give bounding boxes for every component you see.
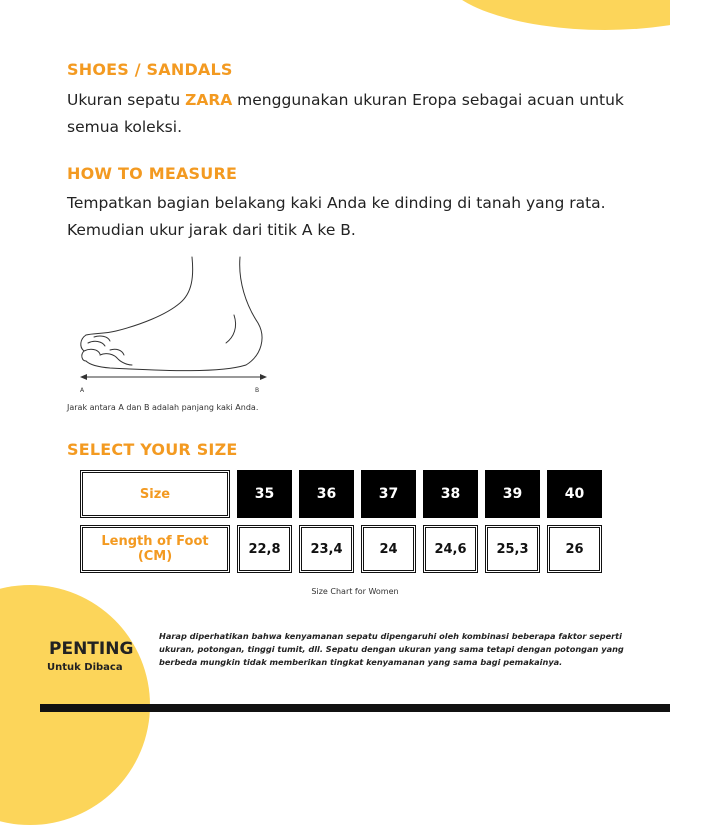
size-cell: 38 bbox=[423, 470, 478, 518]
size-cell: 39 bbox=[485, 470, 540, 518]
length-cell: 25,3 bbox=[485, 525, 540, 573]
size-row bbox=[80, 470, 602, 518]
size-cell: 36 bbox=[299, 470, 354, 518]
shoes-intro bbox=[67, 87, 637, 141]
measure-heading: HOW TO MEASURE bbox=[67, 164, 238, 183]
point-a-label: A bbox=[80, 387, 85, 394]
size-chart-caption: Size Chart for Women bbox=[311, 587, 399, 596]
measure-caption: Jarak antara A dan B adalah panjang kaki Anda. bbox=[67, 403, 259, 412]
size-table bbox=[73, 463, 609, 580]
length-cell: 26 bbox=[547, 525, 602, 573]
shoes-heading: SHOES / SANDALS bbox=[67, 60, 233, 79]
length-row-label: Length of Foot (CM) bbox=[80, 525, 230, 573]
foot-illustration bbox=[70, 255, 280, 385]
size-heading: SELECT YOUR SIZE bbox=[67, 440, 238, 459]
size-cell: 40 bbox=[547, 470, 602, 518]
size-cell: 37 bbox=[361, 470, 416, 518]
intro-text-before: Ukuran sepatu bbox=[67, 91, 186, 109]
intro-text-after: menggunakan ukuran Eropa sebagai acuan untuk semua koleksi. bbox=[67, 91, 624, 136]
notice-subtitle: Untuk Dibaca bbox=[47, 662, 123, 673]
length-row bbox=[80, 525, 602, 573]
length-cell: 22,8 bbox=[237, 525, 292, 573]
notice-title: PENTING bbox=[49, 639, 134, 659]
page-margin bbox=[670, 0, 710, 710]
length-cell: 23,4 bbox=[299, 525, 354, 573]
length-cell: 24 bbox=[361, 525, 416, 573]
size-cell: 35 bbox=[237, 470, 292, 518]
bottom-bar bbox=[40, 704, 670, 712]
measure-text: Tempatkan bagian belakang kaki Anda ke dinding di tanah yang rata. Kemudian ukur jarak dari titik A ke B. bbox=[67, 194, 606, 239]
length-cell: 24,6 bbox=[423, 525, 478, 573]
notice-text: Harap diperhatikan bahwa kenyamanan sepatu dipengaruhi oleh kombinasi beberapa faktor seperti ukuran, potongan, tinggi tumit, dll. Sepatu dengan ukuran yang sama tetapi dengan potongan yang berbeda mungkin tidak memberikan tingkat kenyamanan yang sama bagi pemakainya. bbox=[159, 631, 624, 667]
brand-name: ZARA bbox=[185, 91, 233, 109]
point-b-label: B bbox=[255, 387, 260, 394]
size-row-label: Size bbox=[80, 470, 230, 518]
